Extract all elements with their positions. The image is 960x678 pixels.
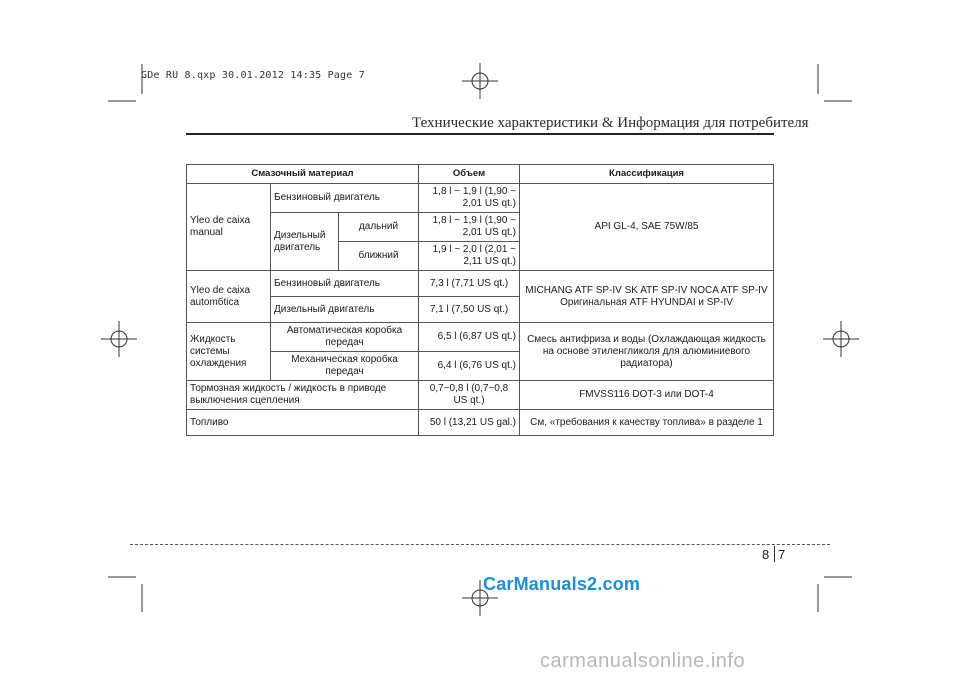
coolant-mt-label: Механическая коробка передач [271, 352, 419, 381]
page-number-separator [774, 546, 775, 562]
table-row [187, 381, 774, 410]
brake-fluid-volume: 0,7~0,8 l (0,7~0,8 US qt.) [419, 381, 520, 410]
footer-watermark: carmanualsonline.info [540, 650, 746, 672]
manual-classification: API GL-4, SAE 75W/85 [520, 184, 774, 271]
registration-mark-right [823, 321, 859, 357]
table-row [187, 184, 774, 213]
registration-mark-top [462, 63, 498, 99]
registration-mark-left [101, 321, 137, 357]
page-number: 7 [778, 547, 786, 562]
section-number: 8 [762, 547, 770, 562]
header-volume: Объем [419, 165, 520, 184]
coolant-mt-volume: 6,4 l (6,76 US qt.) [419, 352, 520, 381]
carmanuals-watermark: CarManuals2.com [483, 574, 641, 594]
auto-gear-oil-label: Yleo de caixa automбtica [187, 271, 271, 323]
header-rule [186, 133, 774, 135]
coolant-at-volume: 6,5 l (6,87 US qt.) [419, 323, 520, 352]
fuel-label: Топливо [187, 410, 419, 436]
manual-far-label: дальний [339, 213, 419, 242]
fuel-volume: 50 l (13,21 US gal.) [419, 410, 520, 436]
auto-petrol-volume: 7,3 l (7,71 US qt.) [419, 271, 520, 297]
header-lubricant: Смазочный материал [187, 165, 419, 184]
page-header-title: Технические характеристики & Информация для потребителя [412, 115, 809, 131]
manual-petrol-volume: 1,8 l ~ 1,9 l (1,90 ~ 2,01 US qt.) [419, 184, 520, 213]
page-footer-rule [130, 544, 830, 545]
manual-gear-oil-label: Yleo de caixa manual [187, 184, 271, 271]
coolant-label: Жидкость системы охлаждения [187, 323, 271, 381]
manual-near-label: ближний [339, 242, 419, 271]
auto-diesel-label: Дизельный двигатель [271, 297, 419, 323]
table-row [187, 323, 774, 352]
table-row [187, 271, 774, 297]
auto-classification: MICHANG ATF SP-IV SK ATF SP-IV NOCA ATF SP-IV Оригинальная ATF HYUNDAI и SP-IV [520, 271, 774, 323]
manual-near-volume: 1,9 l ~ 2,0 l (2,01 ~ 2,11 US qt.) [419, 242, 520, 271]
manual-petrol-label: Бензиновый двигатель [271, 184, 419, 213]
auto-diesel-volume: 7,1 l (7,50 US qt.) [419, 297, 520, 323]
coolant-classification: Смесь антифриза и воды (Охлаждающая жидкость на основе этиленгликоля для алюминиевого радиатора) [520, 323, 774, 381]
print-slug: GDe RU 8.qxp 30.01.2012 14:35 Page 7 [141, 70, 365, 81]
header-classification: Классификация [520, 165, 774, 184]
table-header-row [187, 165, 774, 184]
lubricant-table [186, 164, 774, 436]
manual-diesel-label: Дизельный двигатель [271, 213, 339, 271]
coolant-at-label: Автоматическая коробка передач [271, 323, 419, 352]
auto-petrol-label: Бензиновый двигатель [271, 271, 419, 297]
brake-fluid-classification: FMVSS116 DOT-3 или DOT-4 [520, 381, 774, 410]
fuel-classification: См, «требования к качеству топлива» в разделе 1 [520, 410, 774, 436]
table-row [187, 410, 774, 436]
brake-fluid-label: Тормозная жидкость / жидкость в приводе выключения сцепления [187, 381, 419, 410]
manual-far-volume: 1,8 l ~ 1,9 l (1,90 ~ 2,01 US qt.) [419, 213, 520, 242]
